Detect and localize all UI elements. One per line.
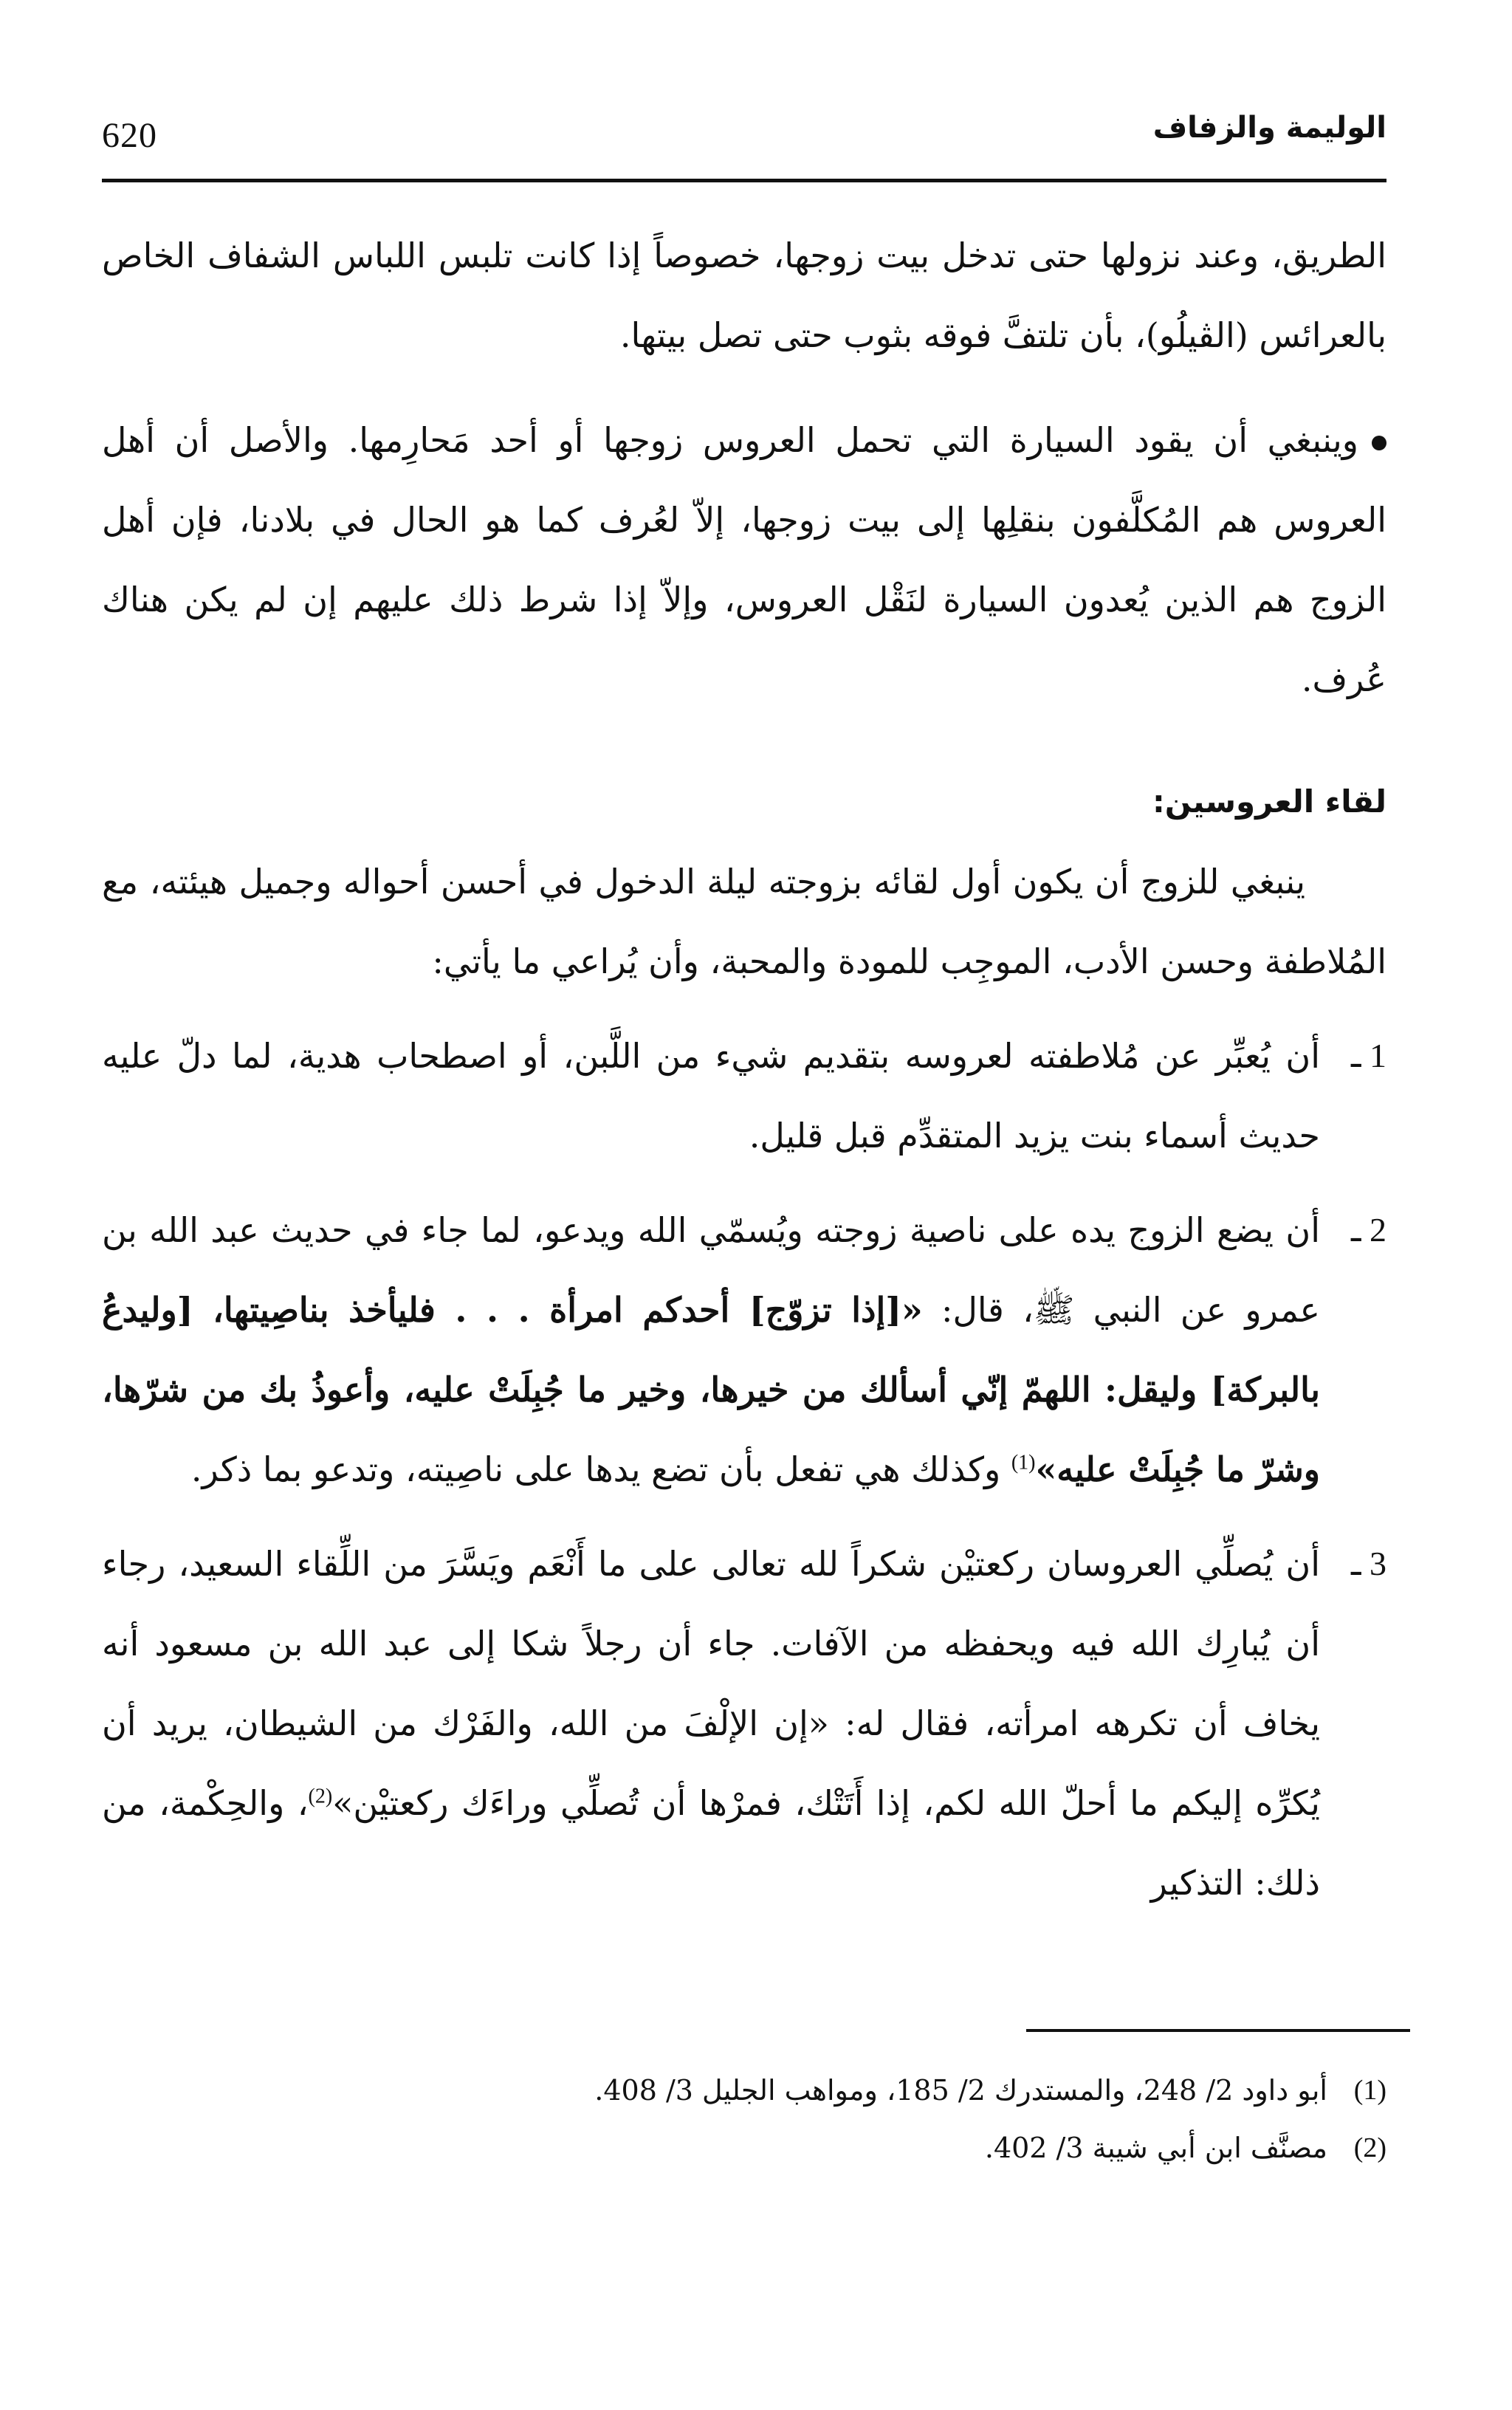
paragraph-bullet-text: وينبغي أن يقود السيارة التي تحمل العروس زوجها أو أحد مَحارِمها. والأصل أن أهل العروس هم المُكلَّفون بنقلِها إلى بيت زوجها، إلاّ لعُرف كما هو الحال في بلادنا، فإن أهل الزوج هم الذين يُعدون السيارة لنَقْل العروس، وإلاّ إذا شرط ذلك عليهم إن لم يكن هناك عُرف.	[102, 420, 1387, 699]
header-rule	[102, 179, 1386, 182]
footnote-ref-2[interactable]: (2)	[308, 1785, 333, 1808]
section-intro: ينبغي للزوج أن يكون أول لقائه بزوجته ليلة الدخول في أحسن أحواله وجميل هيئته، مع المُلاطفة وحسن الأدب، الموجِب للمودة والمحبة، وأن يُراعي ما يأتي:	[102, 862, 1386, 981]
footnote-2	[102, 2119, 1386, 2177]
footnote-label: (1)	[1353, 2075, 1386, 2106]
hadith-quote: «[إذا تزوّج] أحدكم امرأة . . . فليأخذ بناصِيتها، [وليدعُ بالبركة] وليقل: اللهمّ إنّي أسألك من خيرها، وخير ما جُبِلَتْ عليه، وأعوذُ بك من شرّها، وشرّ ما جُبِلَتْ عليه»	[102, 1290, 1320, 1489]
main-text	[102, 216, 1386, 1923]
footnotes	[102, 2061, 1386, 2177]
list-item-text: أن يُعبِّر عن مُلاطفته لعروسه بتقديم شيء من اللَّبن، أو اصطحاب هدية، لما دلّ عليه حديث أسماء بنت يزيد المتقدِّم قبل قليل.	[102, 1036, 1320, 1156]
paragraph-continuation: الطريق، وعند نزولها حتى تدخل بيت زوجها، خصوصاً إذا كانت تلبس اللباس الشفاف الخاص بالعرائس (الڤيلُو)، بأن تلتفَّ فوقه بثوب حتى تصل بيتها.	[102, 236, 1386, 355]
paragraph-bullet	[102, 400, 1386, 719]
list-item-number: 3 ـ	[1351, 1545, 1386, 1582]
list-item-text	[102, 1190, 1320, 1509]
section-heading: لقاء العروسين:	[1152, 783, 1386, 820]
list-item-2	[102, 1190, 1386, 1509]
page-number: 620	[102, 116, 157, 155]
list-item-text-part: ، والحِكْمة، من ذلك: التذكير	[102, 1783, 1320, 1903]
list-item-number: 1 ـ	[1351, 1037, 1386, 1074]
list-item-1	[102, 1016, 1386, 1175]
footnote-text: أبو داود 2/ 248، والمستدرك 2/ 185، ومواهب الجليل 3/ 408.	[594, 2074, 1327, 2107]
running-title: الوليمة والزفاف	[1152, 111, 1386, 145]
footnote-rule	[1026, 2029, 1410, 2032]
list-item-number: 2 ـ	[1351, 1211, 1386, 1249]
bullet-icon	[1372, 436, 1386, 450]
list-item-3	[102, 1524, 1386, 1923]
list-item-text-part: وكذلك هي تفعل بأن تضع يدها على ناصِيته، وتدعو بما ذكر.	[190, 1449, 1011, 1489]
footnote-text: مصنَّف ابن أبي شيبة 3/ 402.	[984, 2132, 1327, 2164]
page-header	[102, 111, 1386, 177]
footnote-1	[102, 2061, 1386, 2119]
list-item-text-part: أن يُصلِّي العروسان ركعتيْن شكراً لله تعالى على ما أَنْعَم ويَسَّرَ من اللِّقاء السعيد، رجاء أن يُبارِك الله فيه ويحفظه من الآفات. جاء أن رجلاً شكا إلى عبد الله بن مسعود أنه يخاف أن تكرهه امرأته، فقال له: «إن الإلْفَ من الله، والفَرْك من الشيطان، يريد أن يُكرِّه إليكم ما أحلّ الله لكم، إذا أَتَتْك، فمرْها أن تُصلِّي وراءَك ركعتيْن»	[102, 1544, 1320, 1823]
footnote-ref-1[interactable]: (1)	[1011, 1451, 1036, 1475]
list-item-text-part: أن يضع الزوج يده على ناصية زوجته ويُسمّي الله ويدعو، لما جاء في حديث عبد الله بن عمرو عن النبي ﷺ، قال:	[102, 1210, 1320, 1330]
list-item-text	[102, 1524, 1320, 1923]
footnote-label: (2)	[1353, 2132, 1386, 2163]
